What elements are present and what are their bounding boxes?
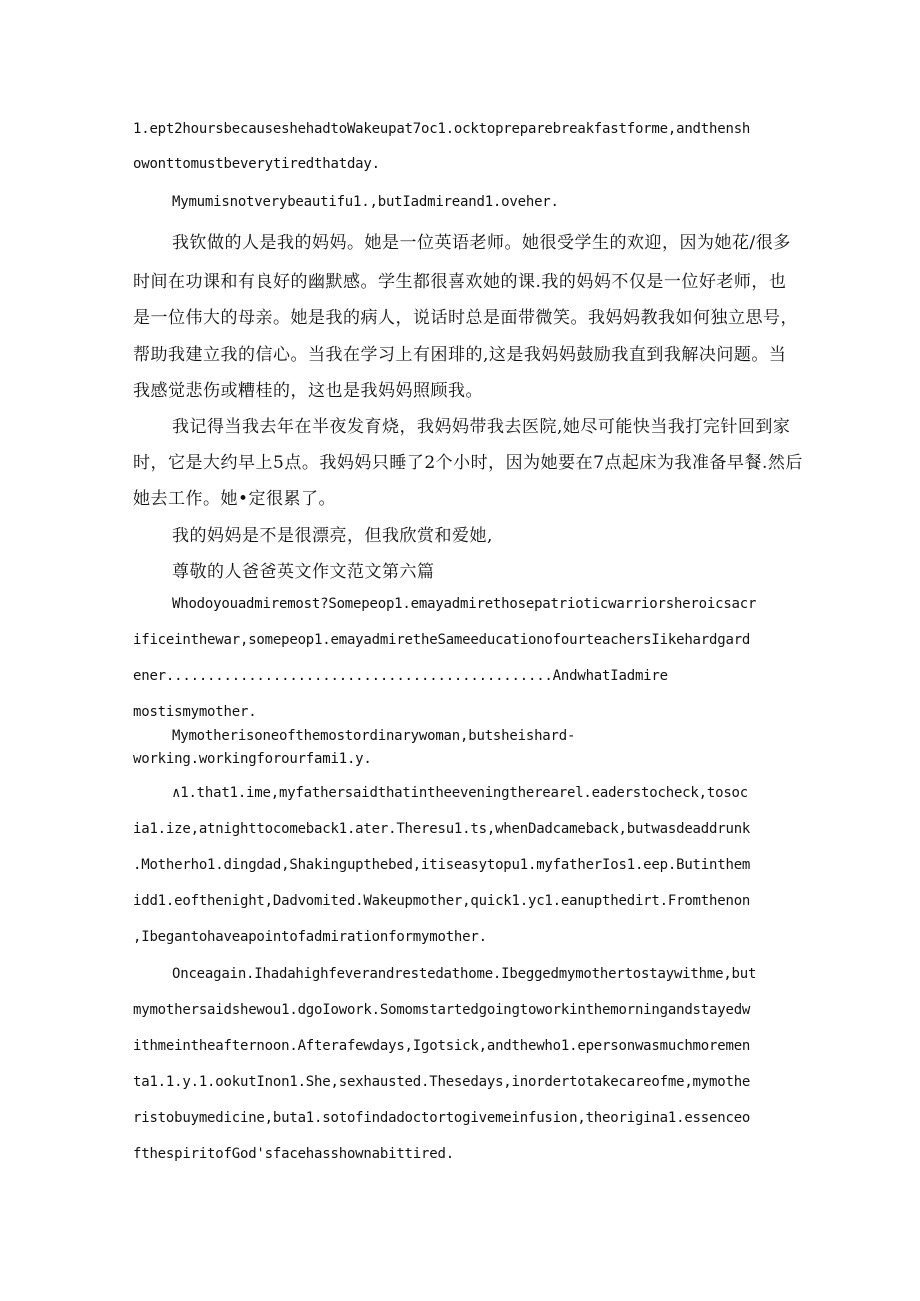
- text-line: Onceagain.Ihadahighfeverandrestedathome.Ibeggedmymothertostaywithme,but: [172, 966, 757, 982]
- text-line: owonttomustbeverytiredthatday.: [133, 156, 380, 172]
- text-line: 帮助我建立我的信心。当我在学习上有困琲的,这是我妈妈鼓励我直到我解决问题。当: [133, 345, 787, 365]
- text-line: 1.ept2hoursbecauseshehadtoWakeupat7oc1.ocktopreparebreakfastforme,andthensh: [133, 121, 751, 137]
- text-line: ∧1.that1.ime,myfathersaidthatintheeveningtherearel.eaderstocheck,tosoc: [172, 785, 749, 801]
- text-line: Mymotherisoneofthemostordinarywoman,butsheishard-: [172, 728, 576, 744]
- section-heading: 尊敬的人爸爸英文作文范文第六篇: [172, 562, 435, 582]
- text-line: ,Ibegantohaveapointofadmirationformymother.: [133, 929, 487, 945]
- text-line: mymothersaidshewou1.dgoIowork.Somomstartedgoingtoworkinthemorningandstayedw: [133, 1002, 751, 1018]
- text-line: working.workingforourfami1.y.: [133, 751, 372, 767]
- text-line: Whodoyouadmiremost?Somepeop1.emayadmirethosepatrioticwarriorsheroicsacr: [172, 596, 757, 612]
- text-line: ithmeintheafternoon.Afterafewdays,Igotsick,andthewho1.epersonwasmuchmoremen: [133, 1038, 751, 1054]
- text-line: fthespiritofGod'sfacehasshownabittired.: [133, 1146, 454, 1162]
- text-line: 我钦做的人是我的妈妈。她是一位英语老师。她很受学生的欢迎，因为她花/很多: [172, 233, 791, 253]
- text-line: mostismymother.: [133, 704, 257, 720]
- text-line: 我感觉悲伤或糟桂的，这也是我妈妈照顾我。: [133, 381, 483, 401]
- text-line: ia1.ize,atnighttocomeback1.ater.Theresu1.ts,whenDadcameback,butwasdeaddrunk: [133, 821, 751, 837]
- text-line: ener...............................................AndwhatIadmire: [133, 668, 668, 684]
- text-line: idd1.eofthenight,Dadvomited.Wakeupmother,quick1.yc1.eanupthedirt.Fromthenon: [133, 893, 751, 909]
- text-line: 我记得当我去年在半夜发育烧，我妈妈带我去医院,她尽可能快当我打完针回到家: [172, 417, 791, 437]
- text-line: ta1.1.y.1.ookutInon1.She,sexhausted.Thesedays,inordertotakecareofme,mymothe: [133, 1074, 751, 1090]
- text-line: 时间在功课和有良好的幽默感。学生都很喜欢她的课.我的妈妈不仅是一位好老师，也: [133, 272, 787, 292]
- text-line: 我的妈妈是不是很漂亮，但我欣赏和爱她,: [172, 526, 493, 546]
- text-line: 她去工作。她•定很累了。: [133, 489, 337, 509]
- text-line: ristobuymedicine,buta1.sotofindadoctortogivemeinfusion,theorigina1.essenceo: [133, 1110, 751, 1126]
- text-line: 是一位伟大的母亲。她是我的病人，说话时总是面带微笑。我妈妈教我如何独立思号，: [133, 308, 798, 328]
- text-line: ificeinthewar,somepeop1.emayadmiretheSameeducationofourteachersIikehardgard: [133, 632, 751, 648]
- text-line: 时，它是大约早上5点。我妈妈只睡了2个小时，因为她要在7点起床为我准备早餐.然后: [133, 453, 803, 473]
- text-line: Mymumisnotverybeautifu1.,butIadmireand1.oveher.: [172, 194, 559, 210]
- text-line: .Motherho1.dingdad,Shakingupthebed,itiseasytopu1.myfatherIos1.eep.Butinthem: [133, 857, 751, 873]
